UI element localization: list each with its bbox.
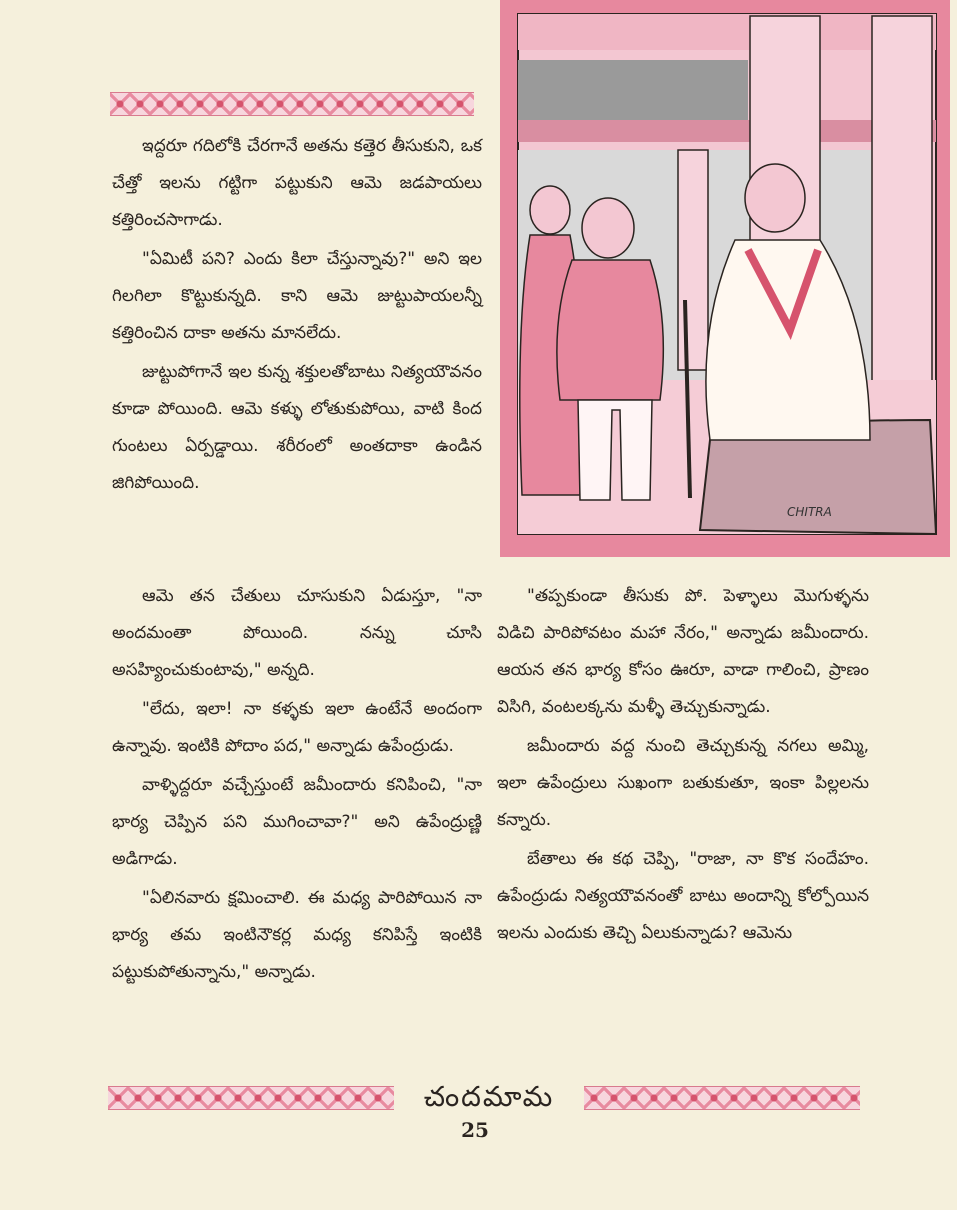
paragraph: జుట్టుపోగానే ఇల కున్న శక్తులతోబాటు నిత్యయౌవనం కూడా పోయింది. ఆమె కళ్ళు లోతుకుపోయి, వాటి కింద గుంటలు ఏర్పడ్డాయి. శరీరంలో అంతదాకా ఉండిన జిగిపోయింది. bbox=[112, 362, 482, 493]
paragraph: "లేదు, ఇలా! నా కళ్ళకు ఇలా ఉంటేనే అందంగా ఉన్నావు. ఇంటికి పోదాం పద," అన్నాడు ఉపేంద్రుడు. bbox=[112, 699, 482, 756]
artist-signature: CHITRA bbox=[787, 505, 832, 519]
story-illustration bbox=[500, 0, 950, 557]
paragraph: "ఏలినవారు క్షమించాలి. ఈ మధ్య పారిపోయిన నా భార్య తమ ఇంటినౌకర్ల మధ్య కనిపిస్తే ఇంటికి పట్టుకుపోతున్నాను," అన్నాడు. bbox=[112, 888, 482, 982]
page-number: 25 bbox=[461, 1118, 489, 1142]
magazine-title: చందమామ bbox=[423, 1080, 555, 1113]
paragraph: ఇద్దరూ గదిలోకి చేరగానే అతను కత్తెర తీసుకుని, ఒక చేత్తో ఇలను గట్టిగా పట్టుకుని ఆమె జడపాయలు కత్తిరించసాగాడు. bbox=[112, 136, 482, 230]
paragraph: ఆమె తన చేతులు చూసుకుని ఏడుస్తూ, "నా అందమంతా పోయింది. నన్ను చూసి అసహ్యించుకుంటావు," అన్నది. bbox=[112, 586, 482, 680]
paragraph: జమీందారు వద్ద నుంచి తెచ్చుకున్న నగలు అమ్మి, ఇలా ఉపేంద్రులు సుఖంగా బతుకుతూ, ఇంకా పిల్లలను కన్నారు. bbox=[497, 736, 869, 830]
paragraph: వాళ్ళిద్దరూ వచ్చేస్తుంటే జమీందారు కనిపించి, "నా భార్య చెప్పిన పని ముగించావా?" అని ఉపేంద్రుణ్ణి అడిగాడు. bbox=[112, 775, 482, 869]
left-column-top bbox=[112, 128, 482, 502]
decorative-border-top bbox=[110, 92, 474, 116]
decorative-border-footer-left bbox=[108, 1086, 394, 1110]
decorative-border-footer-right bbox=[584, 1086, 860, 1110]
illustration-drawing bbox=[500, 0, 950, 557]
paragraph: "ఏమిటీ పని? ఎందు కిలా చేస్తున్నావు?" అని ఇల గిలగిలా కొట్టుకున్నది. కాని ఆమె జుట్టుపాయలన్నీ కత్తిరించిన దాకా అతను మానలేదు. bbox=[112, 249, 482, 343]
paragraph: "తప్పకుండా తీసుకు పో. పెళ్ళాలు మొగుళ్ళను విడిచి పారిపోవటం మహా నేరం," అన్నాడు జమీందారు. ఆయన తన భార్య కోసం ఊరూ, వాడా గాలించి, ప్రాణం విసిగి, వంటలక్కను మళ్ళీ తెచ్చుకున్నాడు. bbox=[497, 586, 869, 717]
right-column bbox=[497, 578, 869, 952]
left-column-bottom bbox=[112, 578, 482, 991]
paragraph: బేతాలు ఈ కథ చెప్పి, "రాజా, నా కొక సందేహం. ఉపేంద్రుడు నిత్యయౌవనంతో బాటు అందాన్ని కోల్పోయిన ఇలను ఎందుకు తెచ్చి ఏలుకున్నాడు? ఆమెను bbox=[497, 849, 869, 943]
